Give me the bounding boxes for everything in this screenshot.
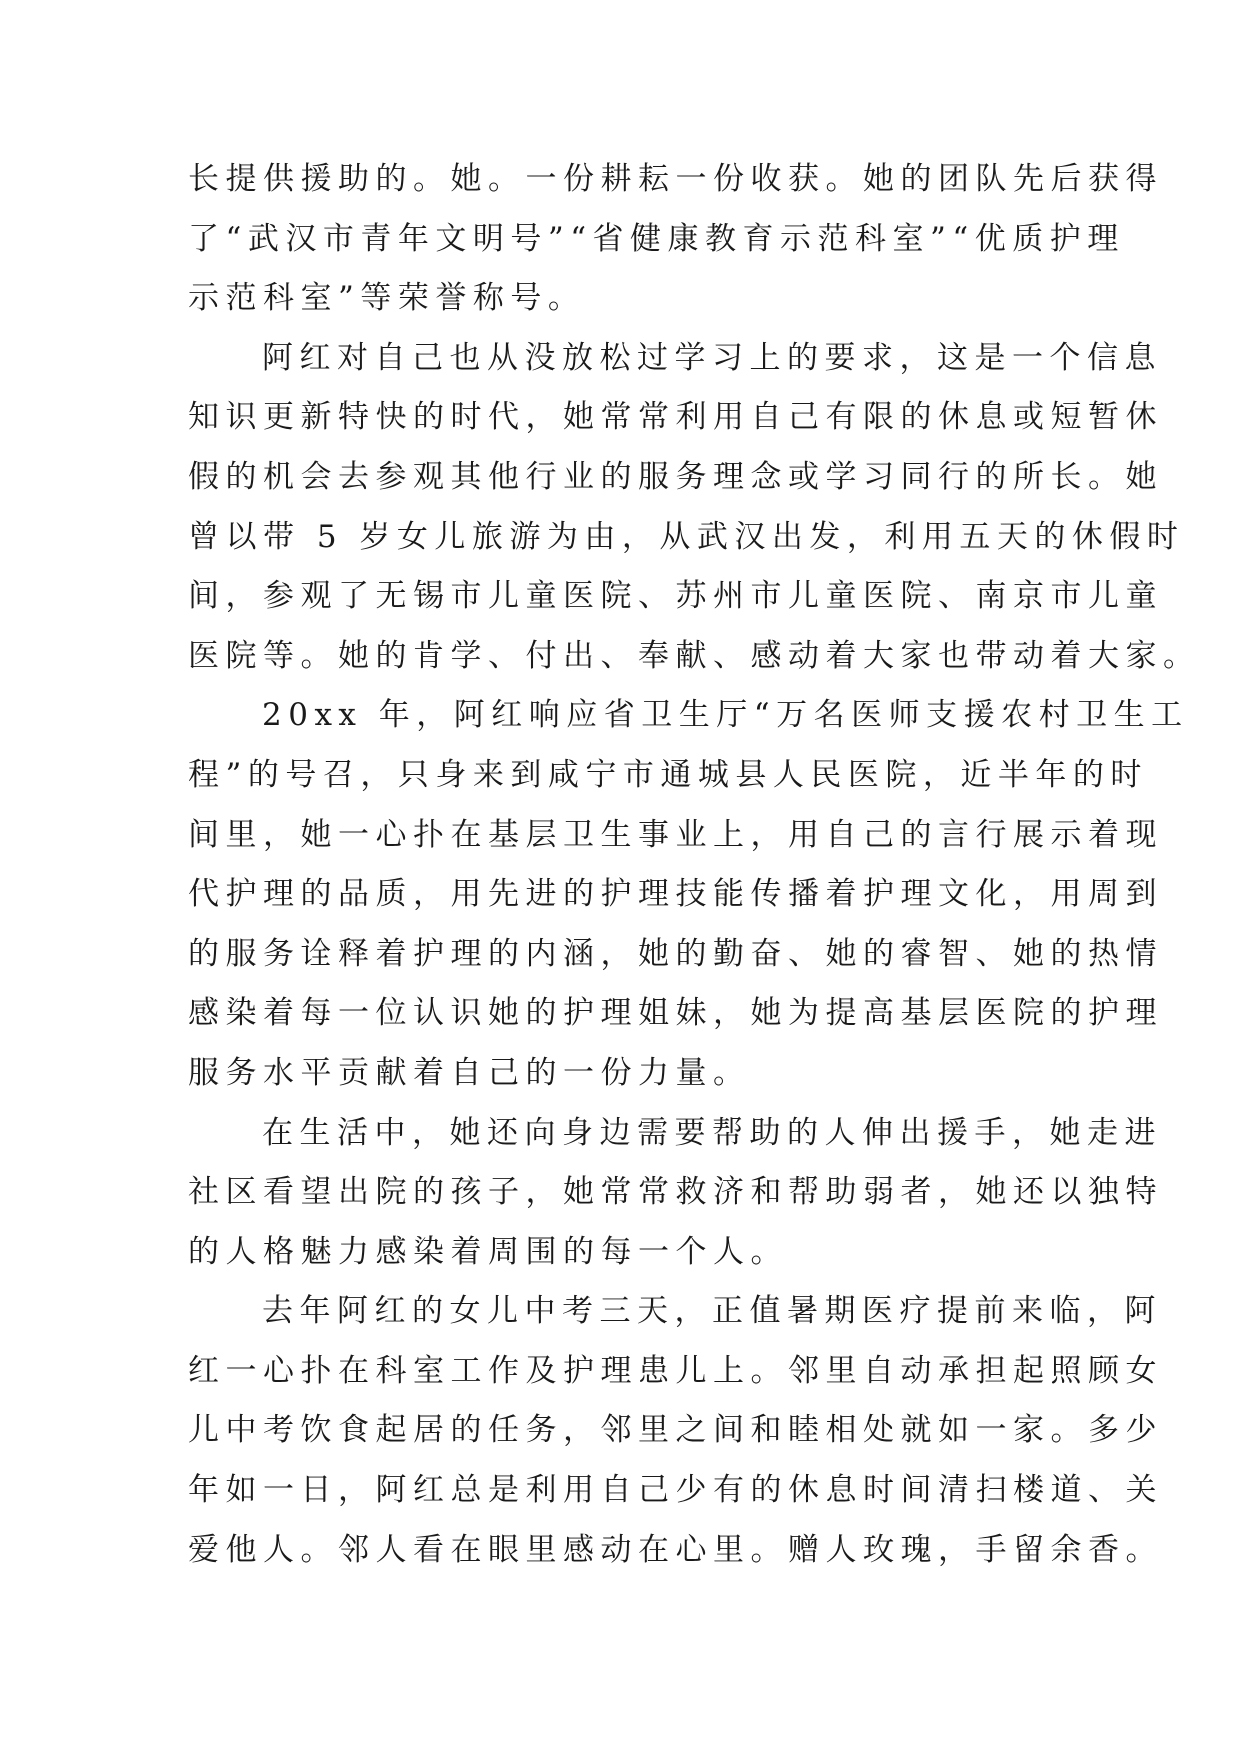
paragraph-first-line: 20xx 年，阿红响应省卫生厅“万名医师支援农村卫生工 — [262, 697, 1189, 734]
text-line: 示范科室”等荣誉称号。 — [188, 280, 586, 317]
text-line: 知识更新特快的时代，她常常利用自己有限的休息或短暂休 — [188, 399, 1163, 436]
document-body — [188, 150, 1201, 1580]
text-line: 儿中考饮食起居的任务，邻里之间和睦相处就如一家。多少 — [188, 1412, 1163, 1449]
text-line: 年如一日，阿红总是利用自己少有的休息时间清扫楼道、关 — [188, 1472, 1163, 1509]
text-line: 长提供援助的。她。一份耕耘一份收获。她的团队先后获得 — [188, 161, 1163, 197]
text-line: 红一心扑在科室工作及护理患儿上。邻里自动承担起照顾女 — [188, 1352, 1163, 1389]
text-line: 爱他人。邻人看在眼里感动在心里。赠人玫瑰，手留余香。 — [188, 1531, 1163, 1568]
text-line: 间里，她一心扑在基层卫生事业上，用自己的言行展示着现 — [188, 816, 1163, 853]
text-line: 服务水平贡献着自己的一份力量。 — [188, 1054, 751, 1091]
paragraph-first-line: 在生活中，她还向身边需要帮助的人伸出援手，她走进 — [262, 1114, 1162, 1151]
text-line: 感染着每一位认识她的护理姐妹，她为提高基层医院的护理 — [188, 995, 1163, 1032]
text-line: 的人格魅力感染着周围的每一个人。 — [188, 1233, 788, 1270]
text-line: 间，参观了无锡市儿童医院、苏州市儿童医院、南京市儿童 — [188, 578, 1163, 615]
text-line: 曾以带 5 岁女儿旅游为由，从武汉出发，利用五天的休假时 — [188, 518, 1185, 555]
text-line: 程”的号召，只身来到咸宁市通城县人民医院，近半年的时 — [188, 756, 1148, 793]
text-line: 了“武汉市青年文明号”“省健康教育示范科室”“优质护理 — [188, 220, 1125, 257]
text-line: 医院等。她的肯学、付出、奉献、感动着大家也带动着大家。 — [188, 637, 1201, 674]
text-line: 代护理的品质，用先进的护理技能传播着护理文化，用周到 — [188, 876, 1163, 913]
paragraph-first-line: 阿红对自己也从没放松过学习上的要求，这是一个信息 — [262, 339, 1162, 376]
text-line: 的服务诠释着护理的内涵，她的勤奋、她的睿智、她的热情 — [188, 935, 1163, 972]
text-line: 社区看望出院的孩子，她常常救济和帮助弱者，她还以独特 — [188, 1174, 1163, 1211]
text-line: 假的机会去参观其他行业的服务理念或学习同行的所长。她 — [188, 458, 1163, 495]
paragraph-first-line: 去年阿红的女儿中考三天，正值暑期医疗提前来临，阿 — [262, 1293, 1162, 1330]
